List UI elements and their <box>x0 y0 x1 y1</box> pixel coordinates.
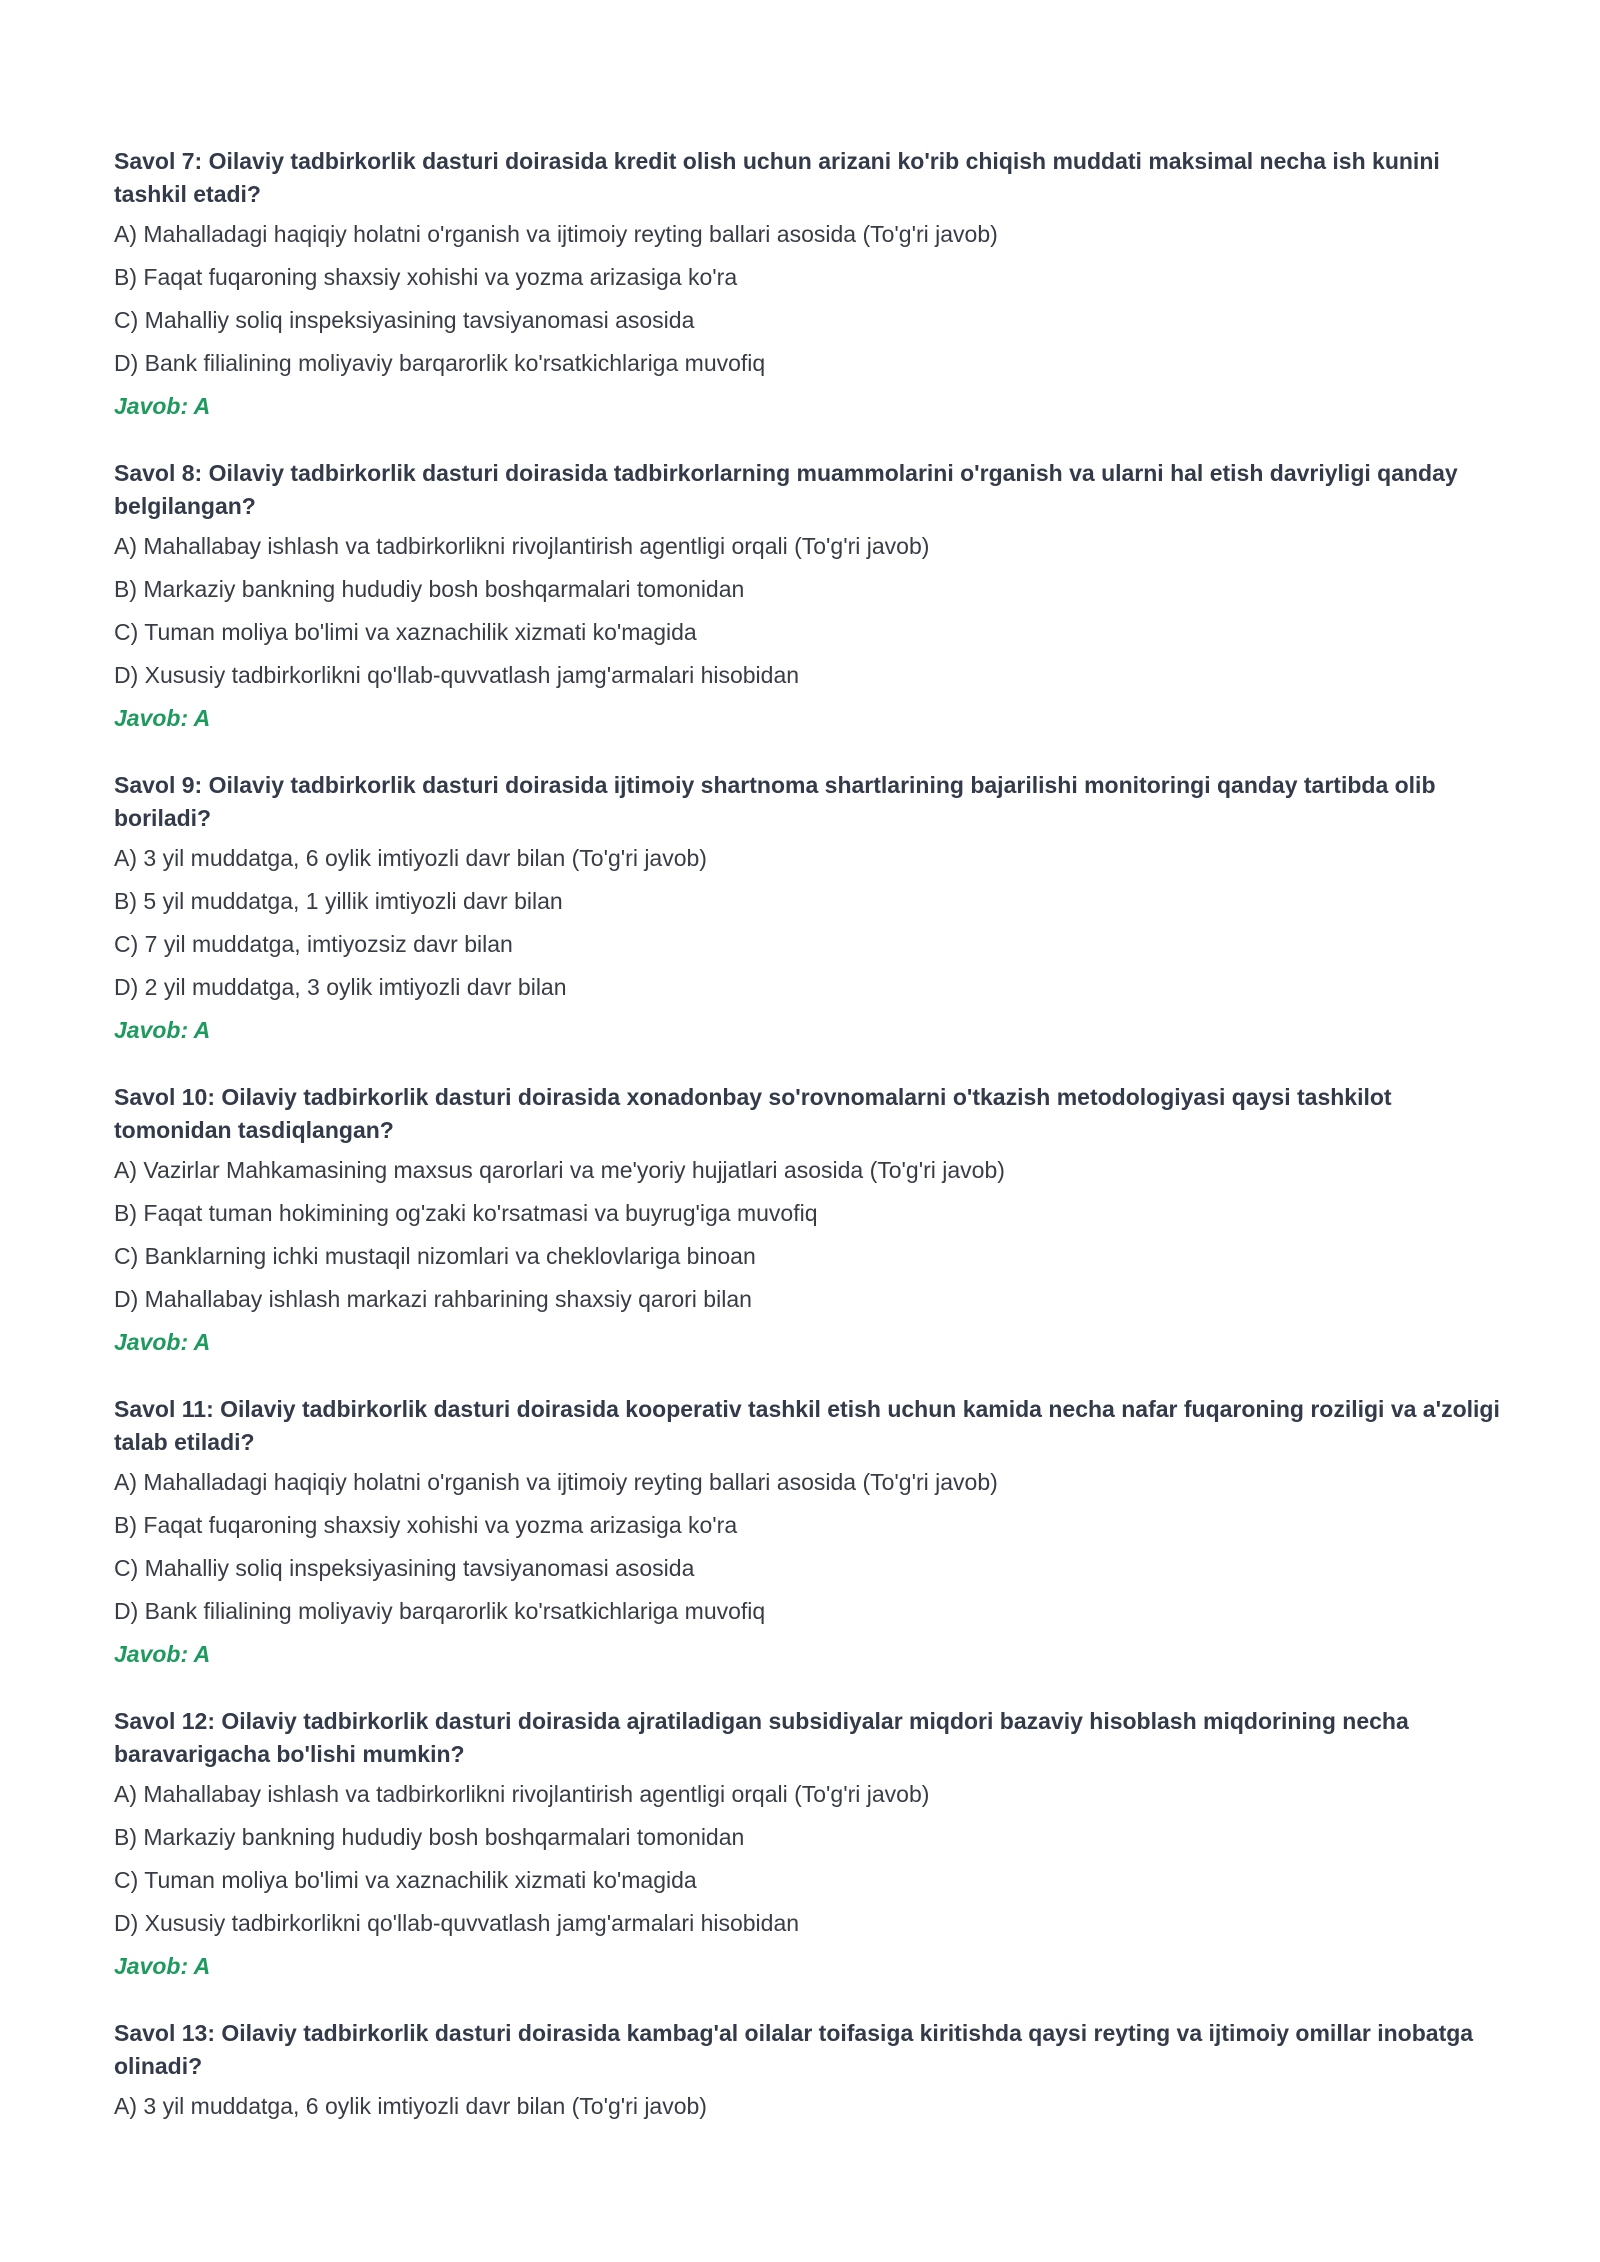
question-title: Savol 10: Oilaviy tadbirkorlik dasturi doirasida xonadonbay so'rovnomalarni o'tkazish metodologiyasi qaysi tashkilot tomonidan tasdiqlangan? <box>114 1084 1392 1143</box>
option-b: B) Markaziy bankning hududiy bosh boshqarmalari tomonidan <box>114 576 745 602</box>
question-block-9 <box>114 769 1504 1047</box>
answer-label: Javob: A <box>114 1329 211 1355</box>
question-title: Savol 8: Oilaviy tadbirkorlik dasturi doirasida tadbirkorlarning muammolarini o'rganish va ularni hal etish davriyligi qanday belgilangan? <box>114 460 1458 519</box>
question-block-8 <box>114 457 1504 735</box>
question-block-13 <box>114 2017 1504 2123</box>
question-title: Savol 7: Oilaviy tadbirkorlik dasturi doirasida kredit olish uchun arizani ko'rib chiqish muddati maksimal necha ish kunini tashkil etadi? <box>114 148 1440 207</box>
question-title: Savol 11: Oilaviy tadbirkorlik dasturi doirasida kooperativ tashkil etish uchun kamida necha nafar fuqaroning roziligi va a'zoligi talab etiladi? <box>114 1396 1500 1455</box>
option-d: D) Bank filialining moliyaviy barqarorlik ko'rsatkichlariga muvofiq <box>114 1598 766 1624</box>
option-c: C) 7 yil muddatga, imtiyozsiz davr bilan <box>114 931 513 957</box>
option-d: D) Xususiy tadbirkorlikni qo'llab-quvvatlash jamg'armalari hisobidan <box>114 662 800 688</box>
question-title: Savol 13: Oilaviy tadbirkorlik dasturi doirasida kambag'al oilalar toifasiga kiritishda qaysi reyting va ijtimoiy omillar inobatga olinadi? <box>114 2020 1474 2079</box>
option-a: A) Mahallabay ishlash va tadbirkorlikni rivojlantirish agentligi orqali (To'g'ri javob) <box>114 1781 930 1807</box>
option-b: B) Markaziy bankning hududiy bosh boshqarmalari tomonidan <box>114 1824 745 1850</box>
option-d: D) Bank filialining moliyaviy barqarorlik ko'rsatkichlariga muvofiq <box>114 350 766 376</box>
answer-label: Javob: A <box>114 1641 211 1667</box>
option-b: B) Faqat fuqaroning shaxsiy xohishi va yozma arizasiga ko'ra <box>114 264 738 290</box>
option-b: B) Faqat tuman hokimining og'zaki ko'rsatmasi va buyrug'iga muvofiq <box>114 1200 818 1226</box>
option-b: B) 5 yil muddatga, 1 yillik imtiyozli davr bilan <box>114 888 563 914</box>
option-a: A) Mahalladagi haqiqiy holatni o'rganish va ijtimoiy reyting ballari asosida (To'g'ri javob) <box>114 221 998 247</box>
option-a: A) Vazirlar Mahkamasining maxsus qarorlari va me'yoriy hujjatlari asosida (To'g'ri javob) <box>114 1157 1005 1183</box>
answer-label: Javob: A <box>114 393 211 419</box>
question-block-7 <box>114 145 1504 423</box>
option-d: D) Mahallabay ishlash markazi rahbarining shaxsiy qarori bilan <box>114 1286 752 1312</box>
option-c: C) Tuman moliya bo'limi va xaznachilik xizmati ko'magida <box>114 619 697 645</box>
option-c: C) Mahalliy soliq inspeksiyasining tavsiyanomasi asosida <box>114 1555 695 1581</box>
option-d: D) Xususiy tadbirkorlikni qo'llab-quvvatlash jamg'armalari hisobidan <box>114 1910 800 1936</box>
option-b: B) Faqat fuqaroning shaxsiy xohishi va yozma arizasiga ko'ra <box>114 1512 738 1538</box>
option-a: A) Mahallabay ishlash va tadbirkorlikni rivojlantirish agentligi orqali (To'g'ri javob) <box>114 533 930 559</box>
option-c: C) Tuman moliya bo'limi va xaznachilik xizmati ko'magida <box>114 1867 697 1893</box>
answer-label: Javob: A <box>114 1953 211 1979</box>
option-c: C) Mahalliy soliq inspeksiyasining tavsiyanomasi asosida <box>114 307 695 333</box>
option-d: D) 2 yil muddatga, 3 oylik imtiyozli davr bilan <box>114 974 567 1000</box>
question-title: Savol 9: Oilaviy tadbirkorlik dasturi doirasida ijtimoiy shartnoma shartlarining bajarilishi monitoringi qanday tartibda olib boriladi? <box>114 772 1436 831</box>
question-block-12 <box>114 1705 1504 1983</box>
option-c: C) Banklarning ichki mustaqil nizomlari va cheklovlariga binoan <box>114 1243 756 1269</box>
option-a: A) 3 yil muddatga, 6 oylik imtiyozli davr bilan (To'g'ri javob) <box>114 845 707 871</box>
question-title: Savol 12: Oilaviy tadbirkorlik dasturi doirasida ajratiladigan subsidiyalar miqdori bazaviy hisoblash miqdorining necha baravarigacha bo'lishi mumkin? <box>114 1708 1409 1767</box>
option-a: A) Mahalladagi haqiqiy holatni o'rganish va ijtimoiy reyting ballari asosida (To'g'ri javob) <box>114 1469 998 1495</box>
question-block-10 <box>114 1081 1504 1359</box>
option-a: A) 3 yil muddatga, 6 oylik imtiyozli davr bilan (To'g'ri javob) <box>114 2093 707 2119</box>
answer-label: Javob: A <box>114 705 211 731</box>
answer-label: Javob: A <box>114 1017 211 1043</box>
question-block-11 <box>114 1393 1504 1671</box>
document-page <box>114 145 1504 2157</box>
